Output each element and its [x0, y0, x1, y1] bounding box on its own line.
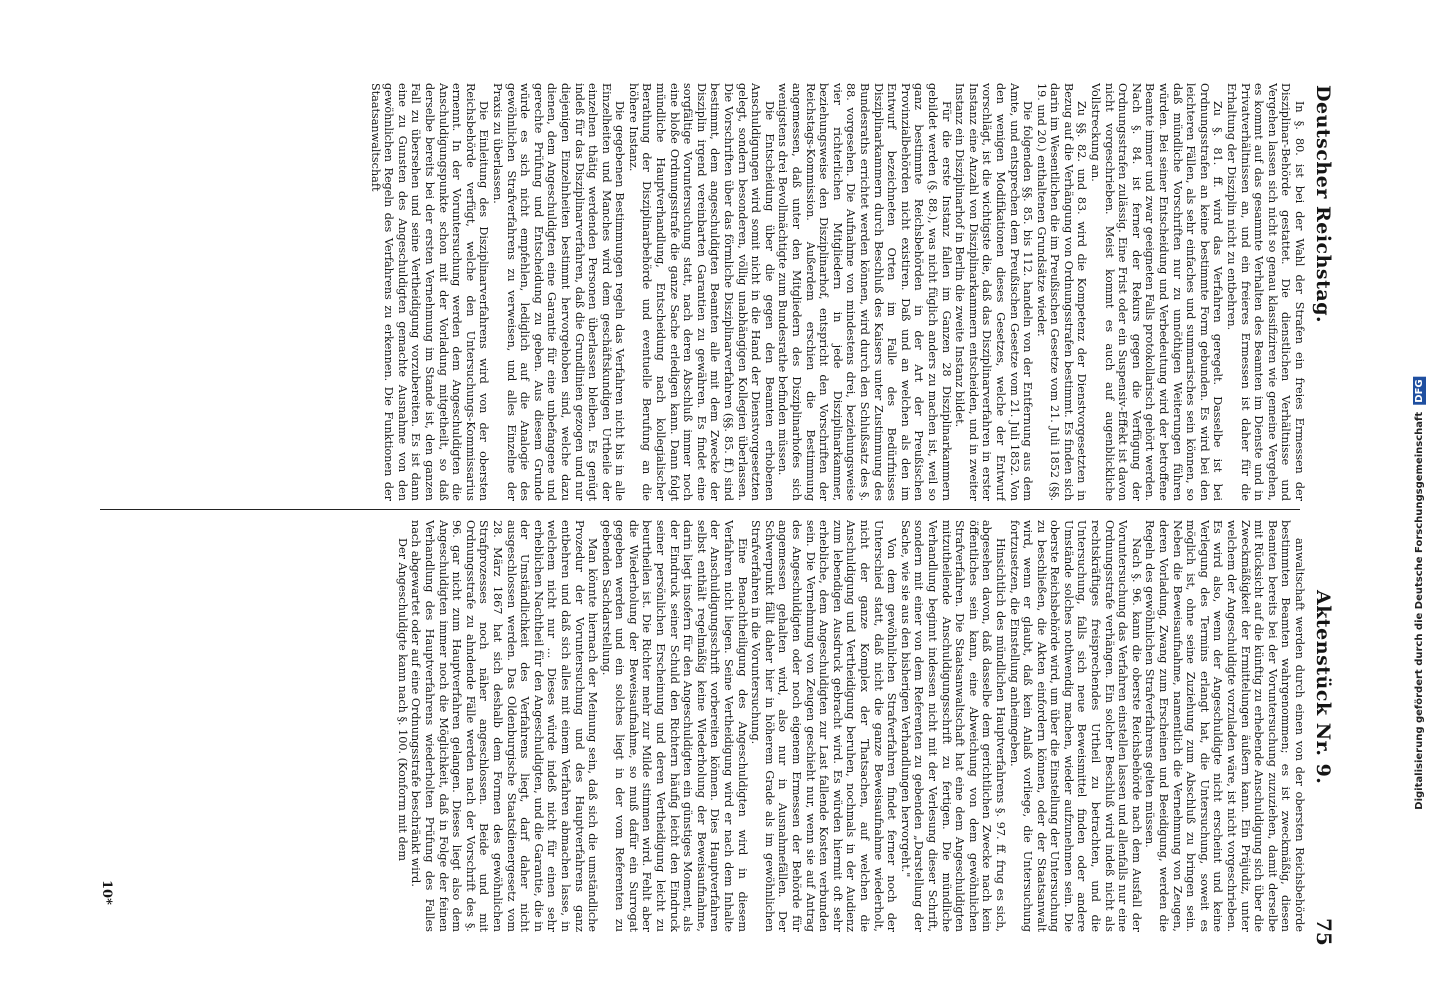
right-running-head: Aktenstück Nr. 9.: [1312, 590, 1334, 785]
paragraph: Die Entscheidung über die gegen den Beamten erhobenen Anschuldigungen wird somit nicht in die Hand der Dienstvorgesetzten gelegt, sondern besonderen, völlig unabhängigen Kollegien überlassen. Die Vorschriften über das förmliche Disziplinarverfahren (§§. 85. ff.) sind bestimmt, dem angeschuldigten Beamten alle mit dem Zwecke der Disziplin irgend vereinbarten Garantien zu gewähren. Es findet eine sorgfältige Voruntersuchung statt, nach deren Abschluß immer noch eine bloße Ordnungsstrafe die ganze Sache erledigen kann. Dann folgt mündliche Hauptverhandlung, Entscheidung nach kollegialischer Berathung der Disziplinarbehörde und eventuelle Berufung an die höhere Instanz.: [626, 83, 776, 501]
left-text-column: [88, 83, 1306, 501]
paragraph: Nach §. 96. kann die oberste Reichsbehörde nach dem Ausfall der Voruntersuchung das Verfahren einstellen lassen und allenfalls nur eine Ordnungsstrafe verhängen. Ein solcher Beschluß wird indeß nicht als rechtskräftiges freisprechendes Urtheil zu betrachten, und die Untersuchung, falls sich neue Beweismittel finden oder andere Umstände solches nothwendig machen, wieder aufzunehmen sein. Die oberste Reichsbehörde wird, um über die Einstellung der Untersuchung zu beschließen, die Akten einfordern können, oder der Staatsanwalt wird, wenn er glaubt, daß kein Anlaß vorliege, die Untersuchung fortzusetzen, die Einstellung anheimgeben.: [1007, 520, 1143, 932]
paragraph: Zu §. 81. ff. wird das Verfahren geregelt. Dasselbe ist bei Ordnungsstrafen an keine bestimmte Form gebunden. Es wird bei den leichteren Fällen, als sehr einfaches und summarisches sein können, so daß mündliche Vorschriften nur zu unnöthigen Weiterungen führen würden. Bei seiner Entscheidung und Verbedeutung wird der betroffene Beamte immer und zwar geeigneten Falls protokollarisch gehört werden. Nach §. 84. ist ferner der Rekurs gegen die Verfügung der Ordnungsstrafen zulässig. Eine Frist oder ein Suspensiv-Effekt ist davon nicht vorgeschrieben. Meist kommt es auch auf augenblickliche Vollstreckung an.: [1089, 83, 1225, 501]
paragraph: Hinsichtlich des mündlichen Hauptverfahrens §. 97. ff. frug es sich, abgesehen davon, daß dasselbe dem gerichtlichen Zwecke nach kein öffentliches sein kann, eine Abweichung von dem gewöhnlichen Strafverfahren. Die Staatsanwaltschaft hat eine dem Angeschuldigten mitzutheilende Anschuldigungsschrift zu fertigen. Die mündliche Verhandlung beginnt indessen nicht mit der Verlesung dieser Schrift, sondern mit einer von dem Referenten zu gebenden „Darstellung der Sache, wie sie aus den bisherigen Verhandlungen hervorgeht.": [898, 520, 1007, 932]
paragraph: Eine Benachtheiligung des Angeschuldigten wird in diesem Verfahren nicht liegen. Seine Vertheidigung wird er nach dem Inhalte der Anschuldigungsschrift vorbereiten können. Dies Hauptverfahren selbst enthält regelmäßig keine Wiederholung der Beweisaufnahme, darin liegt insofern für den Angeschuldigten ein günstiges Moment, als der Eindruck seiner Schuld den Richtern häufig leicht den Eindruck seiner persönlichen Erscheinung und deren Vertheidigung leicht zu beurtheilen ist. Die Richter mehr zur Milde stimmen wird. Fehlt aber die Wiederholung der Beweisaufnahme, so muß dafür ein Surrogat gegeben werden und ein solches liegt in der vom Referenten zu gebenden Sachdarstellung.: [599, 520, 749, 932]
paragraph: Für die erste Instanz fallen im Ganzen 28 Disziplinarkammern gebildet werden (§. 88.), was nicht füglich anders zu machen ist, weil so ganz bestimmte Reichsbehörden in der Art der Preußischen Provinzialbehörden nicht existiren. Daß und an welchen als den im Entwurf bezeichneten Orten im Falle des Bedürfnisses Disziplinarkammern durch Beschluß des Kaisers unter Zustimmung des Bundesraths errichtet werden können, wird durch den Schlußsatz des §. 88. vorgesehen. Die Aufnahme von mindestens drei, beziehungsweise vier richterlichen Mitgliedern in jede Disziplinarkammer, beziehungsweise den Disziplinarhof, entspricht den Vorschriften der Reichstags-Kommission. Außerdem erschien die Bestimmung angemessen, daß unter den Mitgliedern des Disziplinarhofes sich wenigstens drei Bevollmächtigte zum Bundesrathe befinden müssen.: [776, 83, 953, 501]
paragraph: Von dem gewöhnlichen Strafverfahren findet ferner noch der Unterschied statt, daß nicht die ganze Beweisaufnahme wiederholt, nicht der ganze Komplex der Thatsachen, auf welchen die Anschuldigung und Vertheidigung beruhen, nochmals in der Audienz zum lebendigen Ausdruck gebracht wird. Es würden hiermit oft sehr erhebliche, dem Angeschuldigten zur Last fallende Kosten verbunden sein. Die Vernehmung von Zeugen geschieht nur, wenn sie auf Antrag des Angeschuldigten oder noch eigenem Ermessen der Behörde für angemessen gehalten wird, also nur in Ausnahmefällen. Der Schwerpunkt fällt daher hier in höherem Grade als im gewöhnlichen Strafverfahren in die Voruntersuchung.: [749, 520, 899, 932]
paragraph: Die Einleitung des Disziplinarverfahrens wird von der obersten Reichsbehörde verfügt, welche den Untersuchungs-Kommissarius ernennt. In der Voruntersuchung werden dem Angeschuldigten die Anschuldigungspunkte schon mit der Vorladung mitgetheilt, so daß derselbe bereits bei der ersten Vernehmung im Stande ist, den ganzen Fall zu übersehen und seine Vertheidigung vorzubereiten. Es ist dann eine zu Gunsten des Angeschuldigten gemachte Ausnahme von den gewöhnlichen Regeln des Verfahrens zu erkennen. Die Funktionen der Staatsanwaltschaft: [368, 83, 491, 501]
paragraph: Die gegebenen Bestimmungen regeln das Verfahren nicht bis in alle Einzelheiten und Manches wird dem geschäftskundigen Urtheile der einzelnen thätig werdenden Personen überlassen bleiben. Es genügt indeß für das Disziplinarverfahren, daß die Grundlinien gezogen und nur diejenigen Einzelnheiten bestimmt hervorgehoben sind, welche dazu dienen, dem Angeschuldigten eine Garantie für eine unbefangene und gerechte Prüfung und Entscheidung zu geben. Aus diesem Grunde würde es sich nicht empfehlen, lediglich auf die Analogie des gewöhnlichen Strafverfahrens zu verweisen, und alles Einzelne der Praxis zu überlassen.: [490, 83, 627, 501]
paragraph: Zu §§. 82. und 83. wird die Kompetenz der Dienstvorgesetzten in Bezug auf die Verhängung von Ordnungsstrafen bestimmt. Es finden sich darin im Wesentlichen die im Preußischen Gesetze vom 21. Juli 1852 (§§. 19. und 20.) enthaltenen Grundsätze wieder.: [1034, 83, 1089, 501]
paragraph: In §. 80. ist bei der Wahl der Strafen ein freies Ermessen der Disziplinar-Behörde gestattet. Die dienstlichen Verhältnisse und Vergehen lassen sich nicht so genau klassifiziren wie gemeine Vergehen, es kommt auf das gesammte Verhalten des Beamten im Dienste und in Privatverhältnissen an, und ein freieres Ermessen ist daher für die Erhaltung der Disziplin nicht zu entbehren.: [1225, 83, 1306, 501]
dfg-credit: [1413, 377, 1426, 810]
left-running-head: Deutscher Reichstag.: [1312, 85, 1334, 324]
signature-mark: 10*: [99, 880, 114, 905]
paragraph: Der Angeschuldigte kann nach §. 100. (Konform mit dem: [395, 538, 409, 862]
column-divider: [100, 509, 1300, 510]
paragraph: Die folgenden §§. 85. bis 112. handeln von der Entfernung aus dem Amte, und entsprechen dem Preußischen Gesetze vom 21. Juli 1852. Von den wenigen Modifikationen dieses Gesetzes, welche der Entwurf vorschlägt, ist die wichtigste die, daß das Disziplinarverfahren in erster Instanz eine Anzahl von Disziplinarkammern entscheiden, und in zweiter Instanz ein Disziplinarhof in Berlin die zweite Instanz bildet.: [953, 83, 1035, 501]
right-text-column: [122, 520, 1306, 932]
paragraph: Man könnte hiernach der Meinung sein, daß sich die umständliche Prozedur der Voruntersuchung und des Hauptverfahrens ganz entbehren und daß sich alles mit einem Verfahren abmachen lasse, in welchem nicht nur ... Dieses würde indeß nicht für einen sehr erheblichen Nachtheil für den Angeschuldigten, und die Garantie, die in der Umständlichkeit des Verfahrens liegt, darf daher nicht ausgeschlossen werden. Das Oldenburgische Staatsdienergesetz vom 28. März 1867 hat sich deshalb dem Formen des gewöhnlichen Strafprozesses noch näher angeschlossen. Beide und mit Ordnungsstrafe zu ahndende Fälle werden nach der Vorschrift des §. 96. gar nicht zum Hauptverfahren gelangen. Dieses liegt also dem Angeschuldigten immer noch die Möglichkeit, daß in Folge der feinen Verhandlung des Hauptverfahrens wiederholten Prüfung des Falles nach abgewartet oder auf eine Ordnungsstrafe beschränkt wird.: [409, 520, 600, 932]
paragraph: anwaltschaft werden durch einen von der obersten Reichsbehörde bestimmten Beamten wahrgenommen; es ist zweckmäßig, diesen Beamten bereits bei der Voruntersuchung zuzuziehen, damit derselbe mit Rücksicht auf die künftig zu erhebende Anschuldigung sich über die Zweckmäßigkeit der Ermittelungen äußern kann. Ein Präjudiz, unter welchem der Angeschuldigte vorzuladen wäre, ist nicht vorgeschrieben. Es wird also, wenn der Angeschuldigte nicht erscheint und keine Verlegung des Termins erlangt hat, die Untersuchung, soweit es möglich ist, ohne seine Zuziehung zum Abschluß zu bringen sein. Neben die Beweisaufnahme, namentlich die Vernehmung von Zeugen, deren Vorladung, Zwang zum Erscheinen und Beeidigung, werden die Regeln des gewöhnlichen Strafverfahrens gelten müssen.: [1143, 520, 1306, 932]
page-number: 75: [1312, 918, 1336, 946]
dfg-logo-badge: DFG: [1414, 379, 1425, 403]
credit-text: Digitalisierung gefördert durch die Deutsche Forschungsgemeinschaft: [1414, 412, 1425, 810]
